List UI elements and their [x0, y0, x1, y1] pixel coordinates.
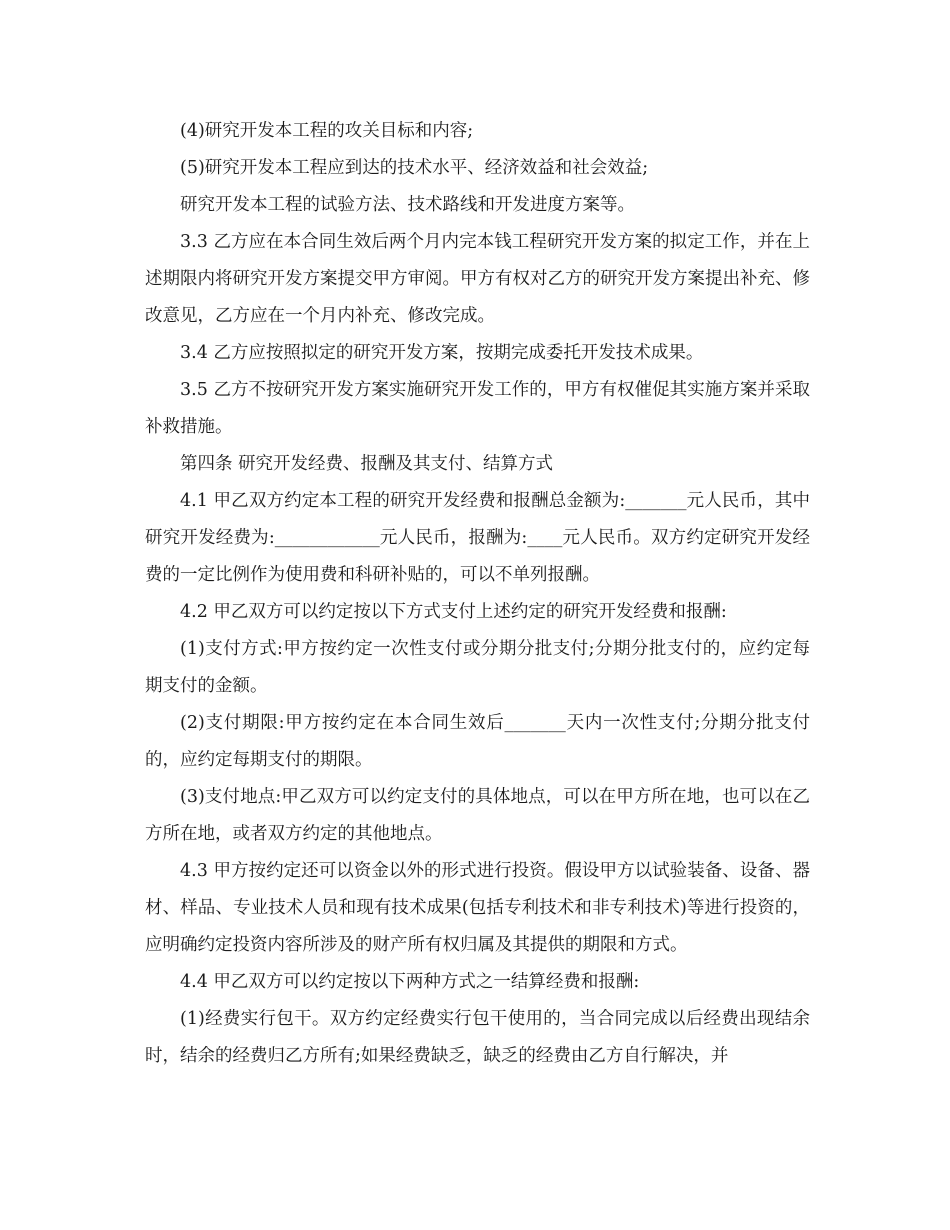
paragraph-4-4: 4.4 甲乙双方可以约定按以下两种方式之一结算经费和报酬: [180, 972, 640, 992]
section-heading-article-4: 第四条 研究开发经费、报酬及其支付、结算方式 [180, 454, 554, 474]
paragraph-3-5: 3.5 乙方不按研究开发方案实施研究开发工作的，甲方有权催促其实施方案并采取补救措施。 [145, 380, 810, 437]
paragraph-4-3: 4.3 甲方按约定还可以资金以外的形式进行投资。假设甲方以试验装备、设备、器材、样品、专业技术人员和现有技术成果(包括专利技术和非专利技术)等进行投资的，应明确约定投资内容所涉及的财产所有权归属及其提供的期限和方式。 [145, 861, 810, 955]
paragraph-4-2: 4.2 甲乙双方可以约定按以下方式支付上述约定的研究开发经费和报酬: [180, 602, 727, 622]
paragraph-4-1: 4.1 甲乙双方约定本工程的研究开发经费和报酬总金额为:_______元人民币，其中研究开发经费为:____________元人民币，报酬为:____元人民币。双方约定研究开发经费的一定比例作为使用费和科研补贴的，可以不单列报酬。 [145, 491, 810, 585]
paragraph-payment-place: (3)支付地点:甲乙双方可以约定支付的具体地点，可以在甲方所在地，也可以在乙方所在地，或者双方约定的其他地点。 [145, 787, 810, 844]
paragraph-3-3: 3.3 乙方应在本合同生效后两个月内完本钱工程研究开发方案的拟定工作，并在上述期限内将研究开发方案提交甲方审阅。甲方有权对乙方的研究开发方案提出补充、修改意见，乙方应在一个月内补充、修改完成。 [145, 232, 810, 326]
paragraph-payment-term: (2)支付期限:甲方按约定在本合同生效后_______天内一次性支付;分期分批支付的，应约定每期支付的期限。 [145, 713, 810, 770]
paragraph-item-4-goal: (4)研究开发本工程的攻关目标和内容; [180, 121, 474, 141]
paragraph-test-methods: 研究开发本工程的试验方法、技术路线和开发进度方案等。 [180, 195, 635, 215]
paragraph-item-5-level: (5)研究开发本工程应到达的技术水平、经济效益和社会效益; [180, 158, 649, 178]
paragraph-lump-sum: (1)经费实行包干。双方约定经费实行包干使用的，当合同完成以后经费出现结余时，结余的经费归乙方所有;如果经费缺乏，缺乏的经费由乙方自行解决，并 [145, 1009, 810, 1066]
paragraph-3-4: 3.4 乙方应按照拟定的研究开发方案，按期完成委托开发技术成果。 [180, 343, 704, 363]
paragraph-payment-method: (1)支付方式:甲方按约定一次性支付或分期分批支付;分期分批支付的，应约定每期支付的金额。 [145, 639, 810, 696]
document-body [145, 113, 810, 1075]
